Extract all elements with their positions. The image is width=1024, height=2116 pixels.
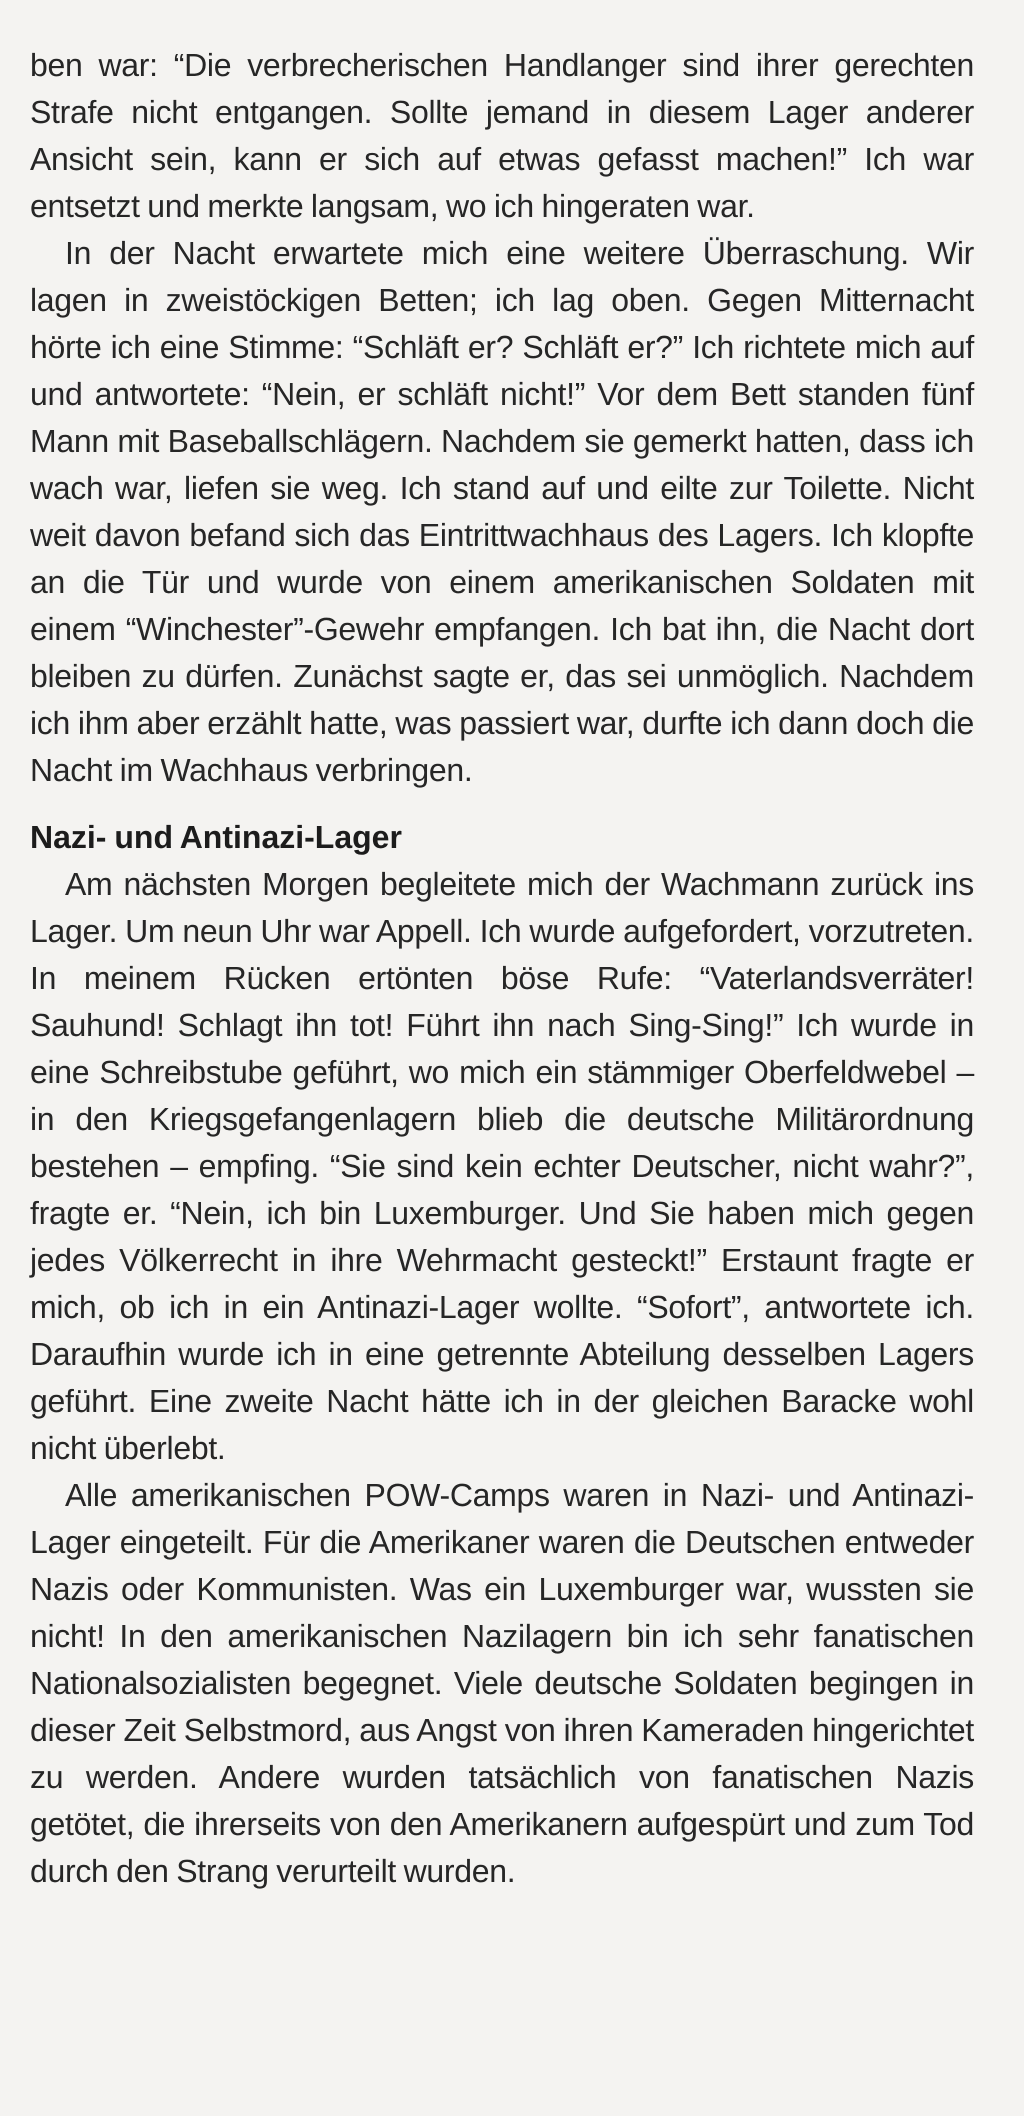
paragraph-next-morning: Am nächsten Morgen begleitete mich der Wachmann zurück ins Lager. Um neun Uhr war Appell. Ich wurde aufgefordert, vorzutreten. In meinem Rücken ertönten böse Rufe: “Vaterlandsverräter! Sauhund! Schlagt ihn tot! Führt ihn nach Sing-Sing!” Ich wurde in eine Schreibstube geführt, wo mich ein stämmiger Oberfeldwebel – in den Kriegsgefangenlagern blieb die deutsche Militärordnung bestehen – empfing. “Sie sind kein echter Deutscher, nicht wahr?”, fragte er. “Nein, ich bin Luxemburger. Und Sie haben mich gegen jedes Völkerrecht in ihre Wehrmacht gesteckt!” Erstaunt fragte er mich, ob ich in ein Antinazi-Lager wollte. “Sofort”, antwortete ich. Daraufhin wurde ich in eine getrennte Abteilung desselben Lagers geführt. Eine zweite Nacht hätte ich in der gleichen Baracke wohl nicht überlebt. bbox=[30, 866, 974, 1466]
document-page bbox=[30, 42, 974, 1895]
paragraph-pow-camps: Alle amerikanischen POW-Camps waren in Nazi- und Antinazi-Lager eingeteilt. Für die Amerikaner waren die Deutschen entweder Nazis oder Kommunisten. Was ein Luxemburger war, wussten sie nicht! In den amerikanischen Nazilagern bin ich sehr fanatischen Nationalsozialisten begegnet. Viele deutsche Soldaten begingen in dieser Zeit Selbstmord, aus Angst von ihren Kameraden hingerichtet zu werden. Andere wurden tatsächlich von fanatischen Nazis getötet, die ihrerseits von den Amerikanern aufgespürt und zum Tod durch den Strang verurteilt wurden. bbox=[30, 1477, 974, 1889]
paragraph-continuation: ben war: “Die verbrecherischen Handlanger sind ihrer gerechten Strafe nicht entgangen. Sollte jemand in diesem Lager anderer Ansicht sein, kann er sich auf etwas gefasst machen!” Ich war entsetzt und merkte langsam, wo ich hingeraten war. bbox=[30, 47, 974, 224]
paragraph-night-surprise: In der Nacht erwartete mich eine weitere Überraschung. Wir lagen in zweistöckigen Betten; ich lag oben. Gegen Mitternacht hörte ich eine Stimme: “Schläft er? Schläft er?” Ich richtete mich auf und antwortete: “Nein, er schläft nicht!” Vor dem Bett standen fünf Mann mit Baseballschlägern. Nachdem sie gemerkt hatten, dass ich wach war, liefen sie weg. Ich stand auf und eilte zur Toilette. Nicht weit davon befand sich das Eintrittwachhaus des Lagers. Ich klopfte an die Tür und wurde von einem amerikanischen Soldaten mit einem “Winchester”-Gewehr empfangen. Ich bat ihn, die Nacht dort bleiben zu dürfen. Zunächst sagte er, das sei unmöglich. Nachdem ich ihm aber erzählt hatte, was passiert war, durfte ich dann doch die Nacht im Wachhaus verbringen. bbox=[30, 235, 974, 788]
section-heading: Nazi- und Antinazi-Lager bbox=[30, 819, 402, 855]
